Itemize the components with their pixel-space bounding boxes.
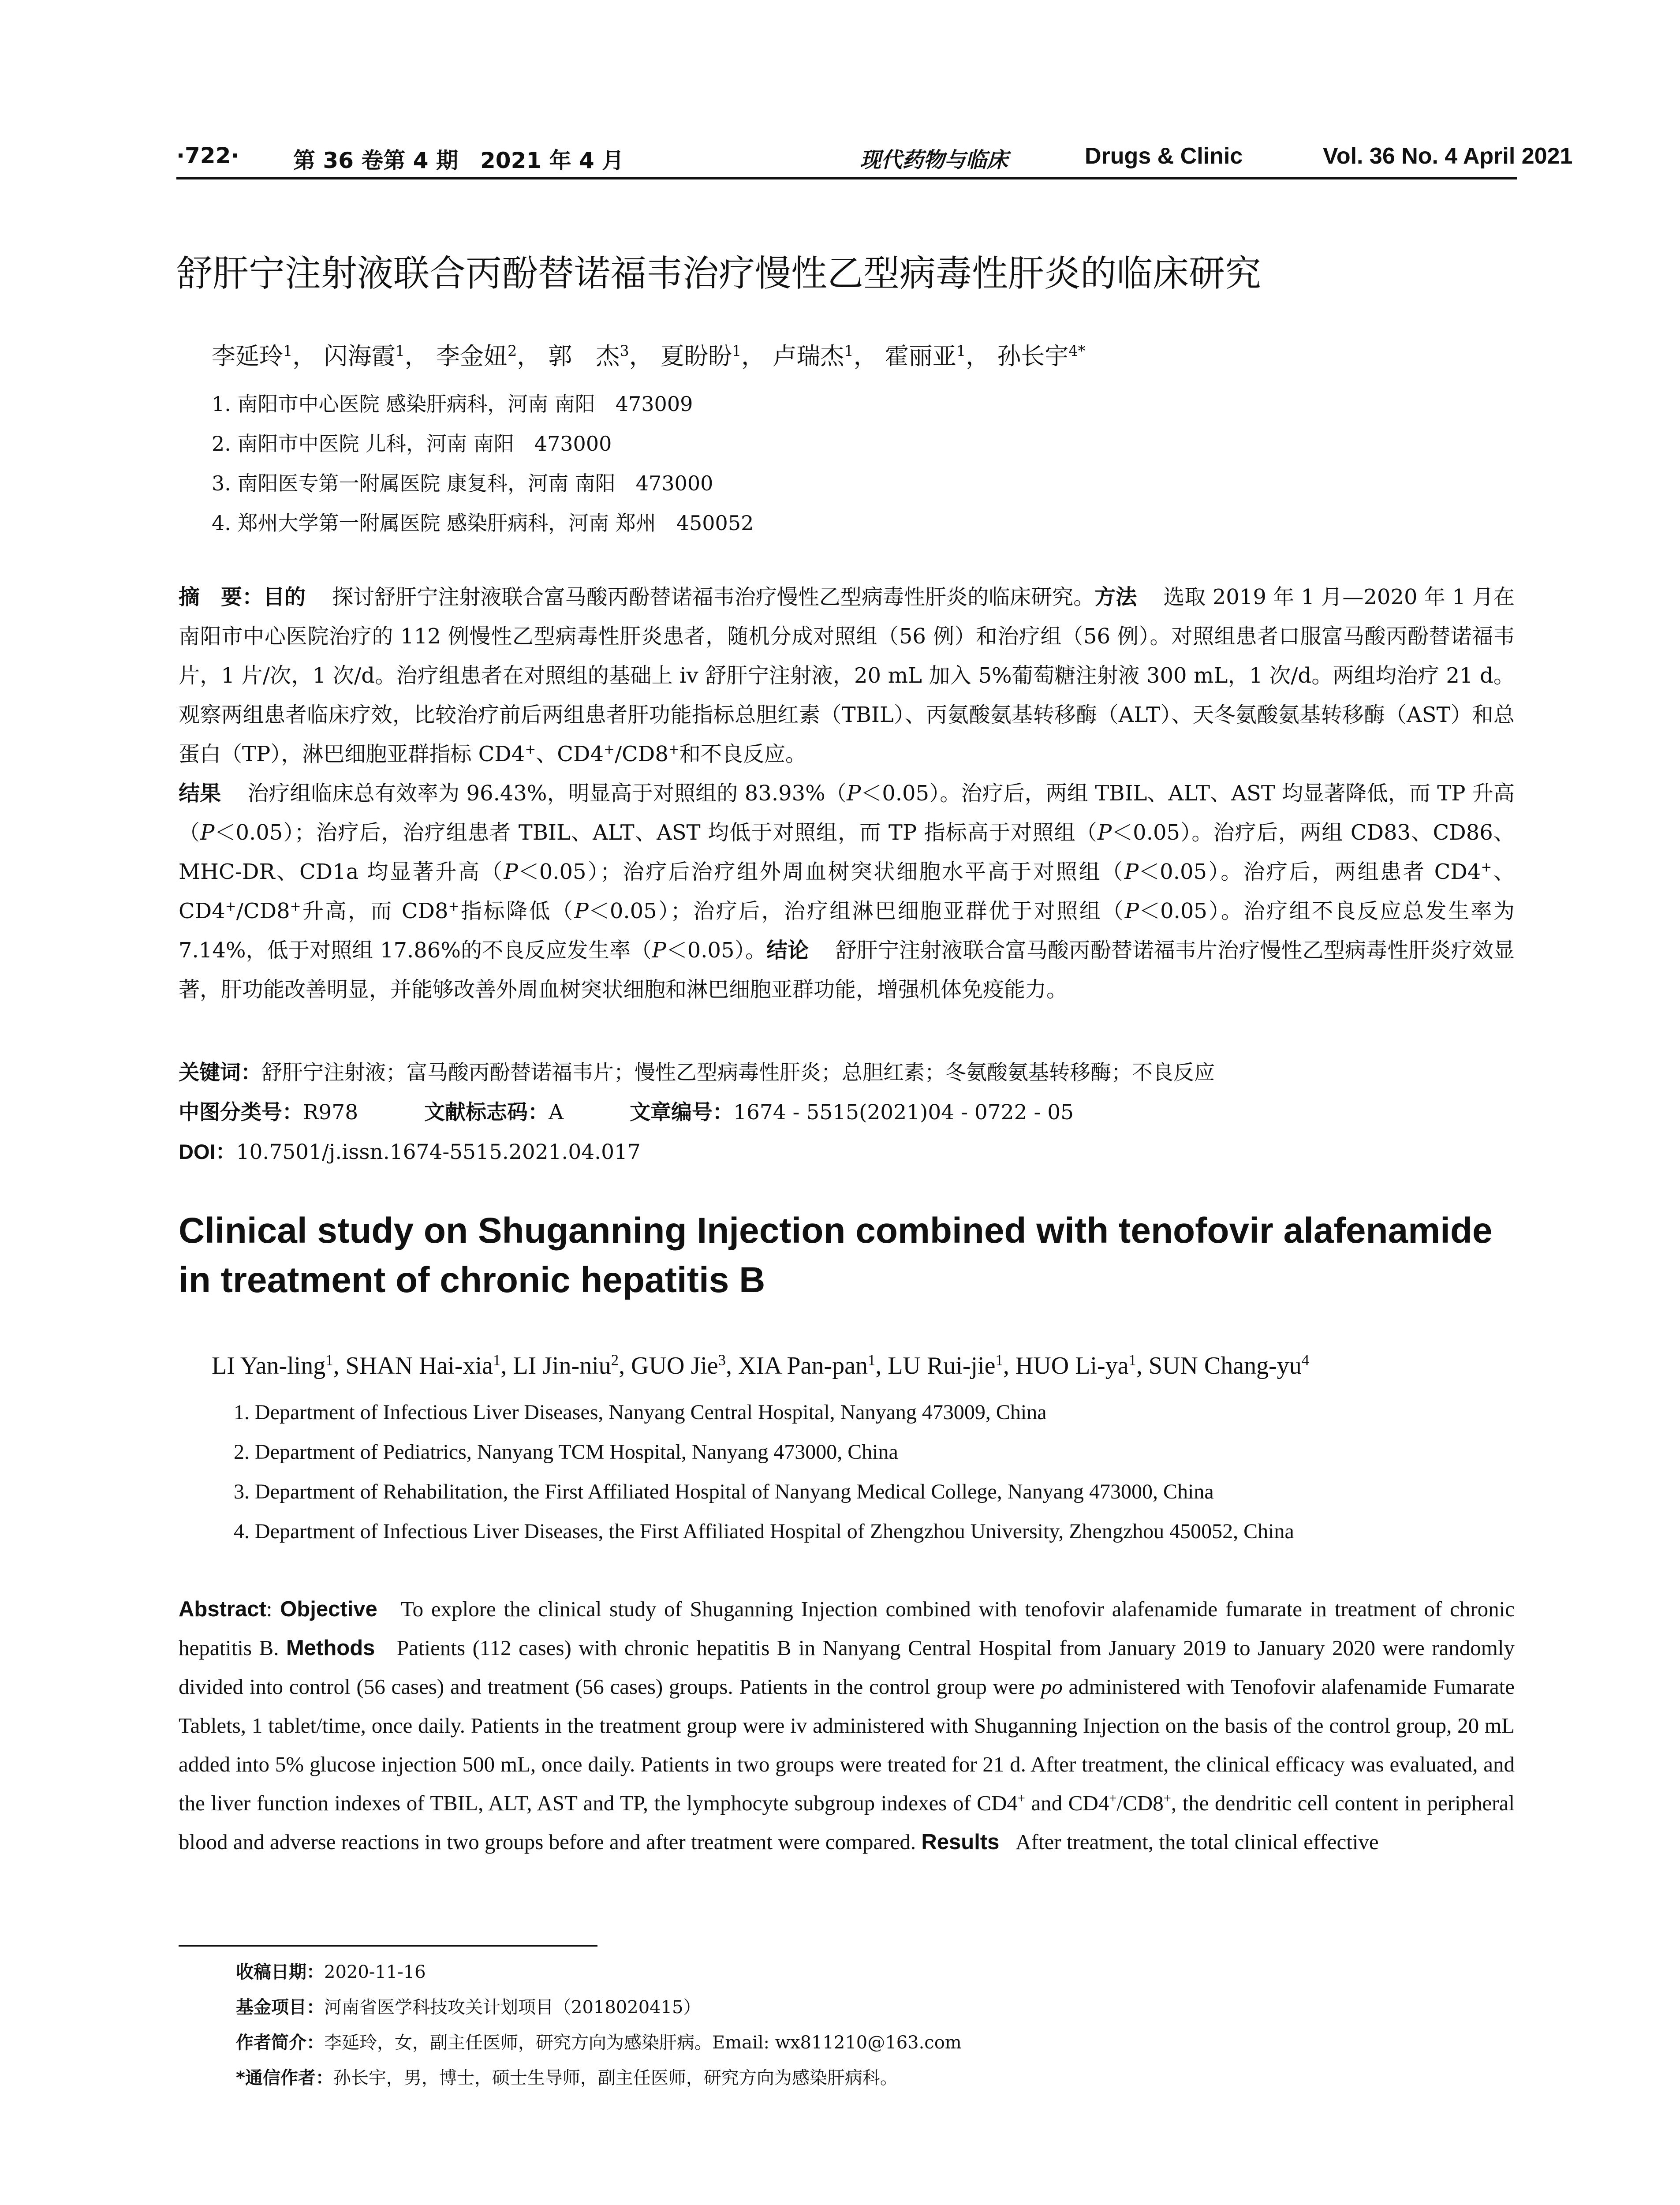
doi-value[interactable]: 10.7501/j.issn.1674-5515.2021.04.017 [236, 1140, 641, 1164]
article-number-label: 文章编号： [630, 1100, 734, 1125]
objective-text-en: To explore the clinical study of Shuganning Injection combined with tenofovir alafenamide fumarate in treatment of chronic hepatitis B. [179, 1597, 1515, 1660]
methods-label-en: Methods [286, 1636, 375, 1660]
affiliation-mark: 4* [1068, 342, 1086, 359]
affiliation-en-4: 4. Department of Infectious Liver Diseases, the First Affiliated Hospital of Zhengzhou University, Zhengzhou 450052, China [234, 1520, 1294, 1543]
affiliation-mark: 1 [493, 1351, 501, 1369]
results-label-en: Results [921, 1830, 1000, 1854]
keywords-line [179, 1056, 1215, 1086]
affiliation-en-1: 1. Department of Infectious Liver Diseases, Nanyang Central Hospital, Nanyang 473009, China [234, 1401, 1047, 1424]
clc-label: 中图分类号： [179, 1100, 303, 1125]
affiliation-mark: 2 [611, 1351, 619, 1369]
affiliation-cn-2: 2. 南阳市中医院 儿科，河南 南阳 473000 [212, 432, 612, 456]
keywords-label: 关键词： [179, 1061, 261, 1085]
affiliation-cn-4: 4. 郑州大学第一附属医院 感染肝病科，河南 郑州 450052 [212, 511, 754, 535]
results-text: 治疗组临床总有效率为 96.43%，明显高于对照组的 83.93%（ [247, 781, 847, 806]
author-name: SHAN Hai-xia [345, 1352, 493, 1379]
author-name: 夏盼盼 [660, 342, 732, 370]
affiliation-en-2: 2. Department of Pediatrics, Nanyang TCM Hospital, Nanyang 473000, China [234, 1440, 898, 1464]
conclusion-label: 结论 [766, 938, 809, 963]
author-name: SUN Chang-yu [1148, 1352, 1302, 1379]
article-title-cn: 舒肝宁注射液联合丙酚替诺福韦治疗慢性乙型病毒性肝炎的临床研究 [176, 253, 1262, 295]
volume-info-cn: 第 36 卷第 4 期 2021 年 4 月 [293, 148, 624, 173]
doc-code-label: 文献标志码： [424, 1100, 549, 1125]
abstract-cn: 摘 要：目的 探讨舒肝宁注射液联合富马酸丙酚替诺福韦治疗慢性乙型病毒性肝炎的临床研究。方法 选取 2019 年 1 月—2020 年 1 月在南阳市中心医院治疗的 112 例慢性乙型病毒性肝炎患者，随机分成对照组（56 例）和治疗组（56 例）。对照组患者口服富马酸丙酚替诺福韦片，1 片/次，1 次/d。治疗组患者在对照组的基础上 iv 舒肝宁注射液，20 mL 加入 5%葡萄糖注射液 300 mL，1 次/d。两组均治疗 21 d。观察两组患者临床疗效，比较治疗前后两组患者肝功能指标总胆红素（TBIL）、丙氨酸氨基转移酶（ALT）、天冬氨酸氨基转移酶（AST）和总蛋白（TP），淋巴细胞亚群指标 CD4+、CD4+/CD8+和不良反应。 结果 治疗组临床总有效率为 96.43%，明显高于对照组的 83.93%（P＜0.05）。治疗后，两组 TBIL、ALT、AST 均显著降低，而 TP 升高（P＜0.05）；治疗后，治疗组患者 TBIL、ALT、AST 均低于对照组，而 TP 指标高于对照组（P＜0.05）。治疗后，两组 CD83、CD86、MHC-DR、CD1a 均显著升高（P＜0.05）；治疗后治疗组外周血树突状细胞水平高于对照组（P＜0.05）。治疗后，两组患者 CD4+、CD4+/CD8+升高，而 CD8+指标降低（P＜0.05）；治疗后，治疗组淋巴细胞亚群优于对照组（P＜0.05）。治疗组不良反应总发生率为 7.14%，低于对照组 17.86%的不良反应发生率（P＜0.05）。结论 舒肝宁注射液联合富马酸丙酚替诺福韦片治疗慢性乙型病毒性肝炎疗效显著，肝功能改善明显，并能够改善外周血树突状细胞和淋巴细胞亚群功能，增强机体免疫能力。 [179, 585, 1515, 1002]
footnote-received: 收稿日期：2020-11-16 [236, 1962, 426, 1982]
author-name: 闪海霞 [324, 342, 396, 370]
objective-label-en: Objective [280, 1597, 377, 1621]
abstract-label: 摘 要： [179, 585, 264, 609]
affiliation-mark: 1 [867, 1351, 876, 1369]
author-name: HUO Li-ya [1015, 1352, 1129, 1379]
keywords-text: 舒肝宁注射液；富马酸丙酚替诺福韦片；慢性乙型病毒性肝炎；总胆红素；冬氨酸氨基转移酶；不良反应 [261, 1061, 1215, 1085]
doi-line [179, 1136, 641, 1165]
author-list-en: LI Yan-ling$^1$, SHAN Hai-xia$^1$, LI Jin-niu$^2$, GUO Jie$^3$, XIA Pan-pan$^1$, LU Rui-jie$^1$, HUO $Li-ya^1$, SUN Chang-$yu^4$ [212, 1351, 1310, 1379]
author-name: LI Yan-ling [212, 1352, 326, 1379]
affiliation-en-3: 3. Department of Rehabilitation, the First Affiliated Hospital of Nanyang Medical College, Nanyang 473000, China [234, 1480, 1214, 1503]
article-number: 1674 - 5515(2021)04 - 0722 - 05 [733, 1100, 1074, 1125]
classification-line [179, 1096, 1074, 1125]
author-name: 李金妞 [436, 342, 508, 370]
affiliation-cn-1: 1. 南阳市中心医院 感染肝病科，河南 南阳 473009 [212, 392, 693, 416]
affiliation-mark: 2 [507, 342, 517, 359]
clc-number: R978 [303, 1100, 358, 1125]
author-name: 郭 杰 [548, 342, 620, 370]
affiliation-mark: 1 [325, 1351, 333, 1369]
doi-label: DOI： [179, 1140, 236, 1163]
affiliation-mark: 1 [283, 342, 293, 359]
author-name: 卢瑞杰 [773, 342, 844, 370]
author-name: 霍丽亚 [885, 342, 956, 370]
abstract-label-en: Abstract [179, 1597, 266, 1621]
footnote-corresponding: *通信作者：孙长宇，男，博士，硕士生导师，副主任医师，研究方向为感染肝病科。 [236, 2068, 898, 2088]
methods-label: 方法 [1094, 585, 1137, 609]
author-name: XIA Pan-pan [738, 1352, 868, 1379]
page-number: ·722· [176, 143, 239, 168]
affiliation-mark: 1 [732, 342, 742, 359]
journal-name-cn: 现代药物与临床 [860, 148, 1008, 172]
journal-name-en: Drugs & Clinic [1085, 143, 1243, 169]
author-name: LI Jin-niu [513, 1352, 611, 1379]
affiliation-mark: 3 [620, 342, 629, 359]
article-title-en: Clinical study on Shuganning Injection combined with tenofovir alafenamide in treatment of chronic hepatitis B [179, 1211, 1493, 1300]
results-text-en: After treatment, the total clinical effective [1015, 1830, 1379, 1854]
results-label: 结果 [179, 781, 221, 806]
objective-text: 探讨舒肝宁注射液联合富马酸丙酚替诺福韦治疗慢性乙型病毒性肝炎的临床研究。 [332, 585, 1095, 609]
author-name: GUO Jie [631, 1352, 718, 1379]
affiliation-mark: 3 [718, 1351, 726, 1369]
author-name: 孙长宇 [997, 342, 1069, 370]
affiliation-mark: 1 [395, 342, 405, 359]
volume-info-en: Vol. 36 No. 4 April 2021 [1323, 143, 1573, 169]
objective-label: 目的 [263, 585, 306, 609]
footnote-author-bio: 作者简介：李延玲，女，副主任医师，研究方向为感染肝病。Email: wx811210@163.com [236, 2033, 962, 2053]
author-name: LU Rui-jie [888, 1352, 996, 1379]
affiliation-cn-3: 3. 南阳医专第一附属医院 康复科，河南 南阳 473000 [212, 471, 713, 495]
affiliation-mark: 1 [1128, 1351, 1136, 1369]
footnote-divider [179, 1945, 597, 1947]
author-list-cn: 李延玲$^1$， 闪海霞$^1$， 李金妞$^2$， 郭 杰$^3$， 夏盼盼$^1$， 卢瑞杰$^1$， 霍丽亚$^1$， 孙长宇$^{4*}$ [212, 342, 1086, 370]
abstract-en: Abstract: Objective To explore the clinical study of Shuganning Injection combined with tenofovir alafenamide fumarate in treatment of chronic hepatitis B. Methods Patients (112 cases) with chronic hepatitis B in Nanyang Central Hospital from January 2019 to January 2020 were randomly divided into control (56 cases) and treatment (56 cases) groups. Patients in the control group were po administered with Tenofovir alafenamide Fumarate Tablets, 1 tablet/time, once daily. Patients in the treatment group were iv administered with Shuganning Injection on the basis of the control group, 20 mL added into 5% glucose injection 500 mL, once daily. Patients in two groups were treated for 21 d. After treatment, the clinical efficacy was evaluated, and the liver function indexes of TBIL, ALT, AST and TP, the lymphocyte subgroup indexes of CD4+ and CD4+/CD8+, the dendritic cell content in peripheral blood and adverse reactions in two groups before and after treatment were compared. Results After treatment, the total clinical effective [179, 1597, 1515, 1854]
footnote-funding: 基金项目：河南省医学科技攻关计划项目（2018020415） [236, 1997, 701, 2018]
affiliation-mark: 1 [844, 342, 854, 359]
doc-code: A [549, 1100, 564, 1125]
conclusion-text: 舒肝宁注射液联合富马酸丙酚替诺福韦片治疗慢性乙型病毒性肝炎疗效显著，肝功能改善明显，并能够改善外周血树突状细胞和淋巴细胞亚群功能，增强机体免疫能力。 [179, 938, 1515, 1002]
affiliation-mark: 4 [1301, 1351, 1310, 1369]
running-header [176, 142, 1573, 179]
affiliation-mark: 1 [956, 342, 966, 359]
author-name: 李延玲 [212, 342, 283, 370]
methods-text-en: Patients (112 cases) with chronic hepatitis B in Nanyang Central Hospital from January 2019 to January 2020 were randomly divided into control (56 cases) and treatment (56 cases) groups. Patients in the control group were [179, 1636, 1515, 1699]
affiliation-mark: 1 [995, 1351, 1003, 1369]
methods-text: 选取 2019 年 1 月—2020 年 1 月在南阳市中心医院治疗的 112 例慢性乙型病毒性肝炎患者，随机分成对照组（56 例）和治疗组（56 例）。对照组患者口服富马酸丙酚替诺福韦片，1 片/次，1 次/d。治疗组患者在对照组的基础上 iv 舒肝宁注射液，20 mL 加入 5%葡萄糖注射液 300 mL，1 次/d。两组均治疗 21 d。观察两组患者临床疗效，比较治疗前后两组患者肝功能指标总胆红素（TBIL）、丙氨酸氨基转移酶（ALT）、天冬氨酸氨基转移酶（AST）和总蛋白（TP），淋巴细胞亚群指标 CD4 [179, 585, 1515, 766]
